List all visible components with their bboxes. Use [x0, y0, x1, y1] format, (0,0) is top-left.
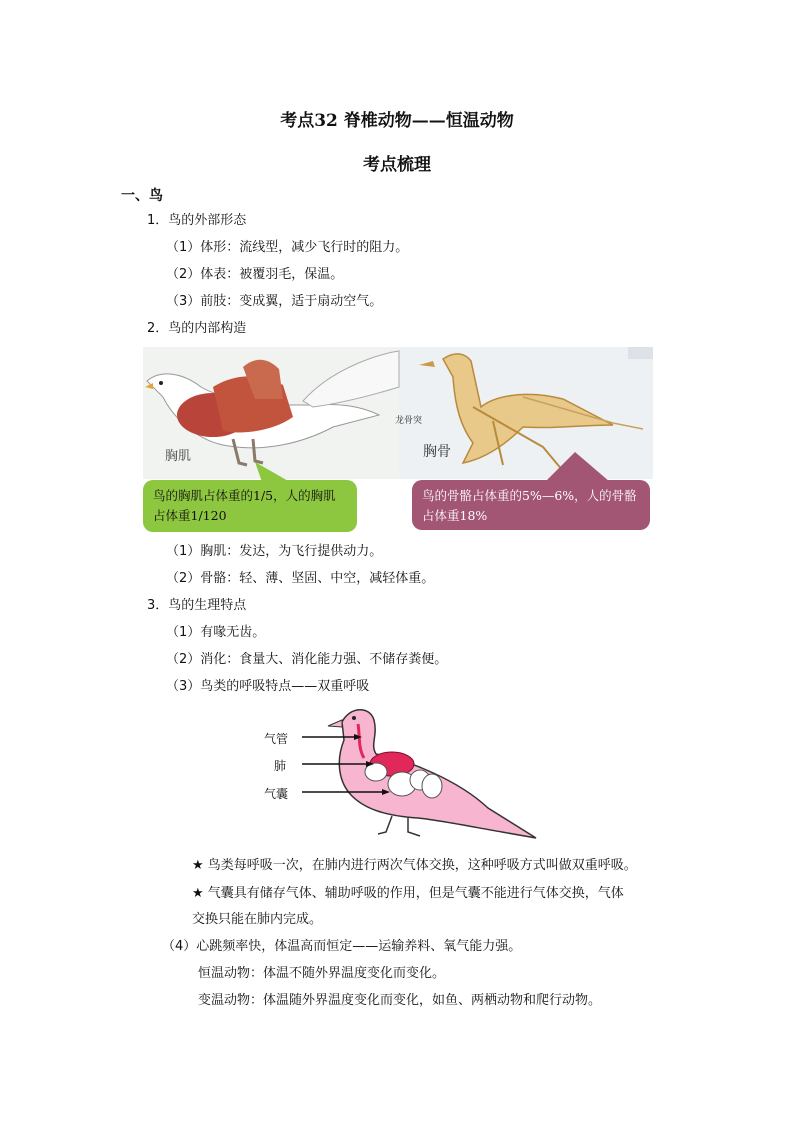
section-heading-bird: 一、鸟: [121, 188, 163, 204]
physiology-item-1: （1）有喙无齿。: [166, 625, 266, 640]
external-item-1: （1）体形：流线型，减少飞行时的阻力。: [166, 240, 409, 255]
note-double-respiration: ★ 鸟类每呼吸一次，在肺内进行两次气体交换，这种呼吸方式叫做双重呼吸。: [192, 858, 637, 873]
section-subtitle: 考点梳理: [363, 155, 431, 175]
label-lung: 肺: [274, 759, 287, 773]
label-trachea: 气管: [264, 732, 289, 746]
note-air-sac-cont: 交换只能在肺内完成。: [192, 912, 323, 927]
callout-skeleton-ratio: 鸟的骨骼占体重的5%—6%，人的骨骼占体重18%: [412, 480, 650, 530]
physiology-item-3: （3）鸟类的呼吸特点——双重呼吸: [166, 679, 370, 694]
label-keel: 龙骨突: [395, 416, 423, 426]
callout-muscle-ratio: 鸟的胸肌占体重的1/5，人的胸肌占体重1/120: [143, 480, 357, 532]
external-item-3: （3）前肢：变成翼，适于扇动空气。: [166, 294, 383, 309]
label-chest-muscle: 胸肌: [165, 449, 192, 464]
label-sternum: 胸骨: [423, 444, 451, 460]
bird-respiration-illustration: [258, 700, 538, 840]
heading-physiology: 3．鸟的生理特点: [147, 598, 247, 613]
physiology-item-2: （2）消化：食量大、消化能力强、不储存粪便。: [166, 652, 448, 667]
definition-cold-blooded: 变温动物：体温随外界温度变化而变化，如鱼、两栖动物和爬行动物。: [198, 993, 602, 1008]
definition-warm-blooded: 恒温动物：体温不随外界温度变化而变化。: [198, 966, 446, 981]
physiology-item-4: （4）心跳频率快，体温高而恒定——运输养料、氧气能力强。: [162, 939, 522, 954]
heading-internal: 2．鸟的内部构造: [147, 321, 247, 336]
heading-external: 1．鸟的外部形态: [147, 213, 247, 228]
internal-item-2: （2）骨骼：轻、薄、坚固、中空，减轻体重。: [166, 571, 435, 586]
note-air-sac: ★ 气囊具有储存气体、辅助呼吸的作用，但是气囊不能进行气体交换，气体: [192, 886, 624, 901]
internal-item-1: （1）胸肌：发达，为飞行提供动力。: [166, 544, 383, 559]
label-air-sac: 气囊: [264, 787, 289, 801]
respiration-figure: [258, 700, 538, 840]
external-item-2: （2）体表：被覆羽毛，保温。: [166, 267, 344, 282]
page-title: 考点32 脊椎动物——恒温动物: [280, 111, 514, 131]
